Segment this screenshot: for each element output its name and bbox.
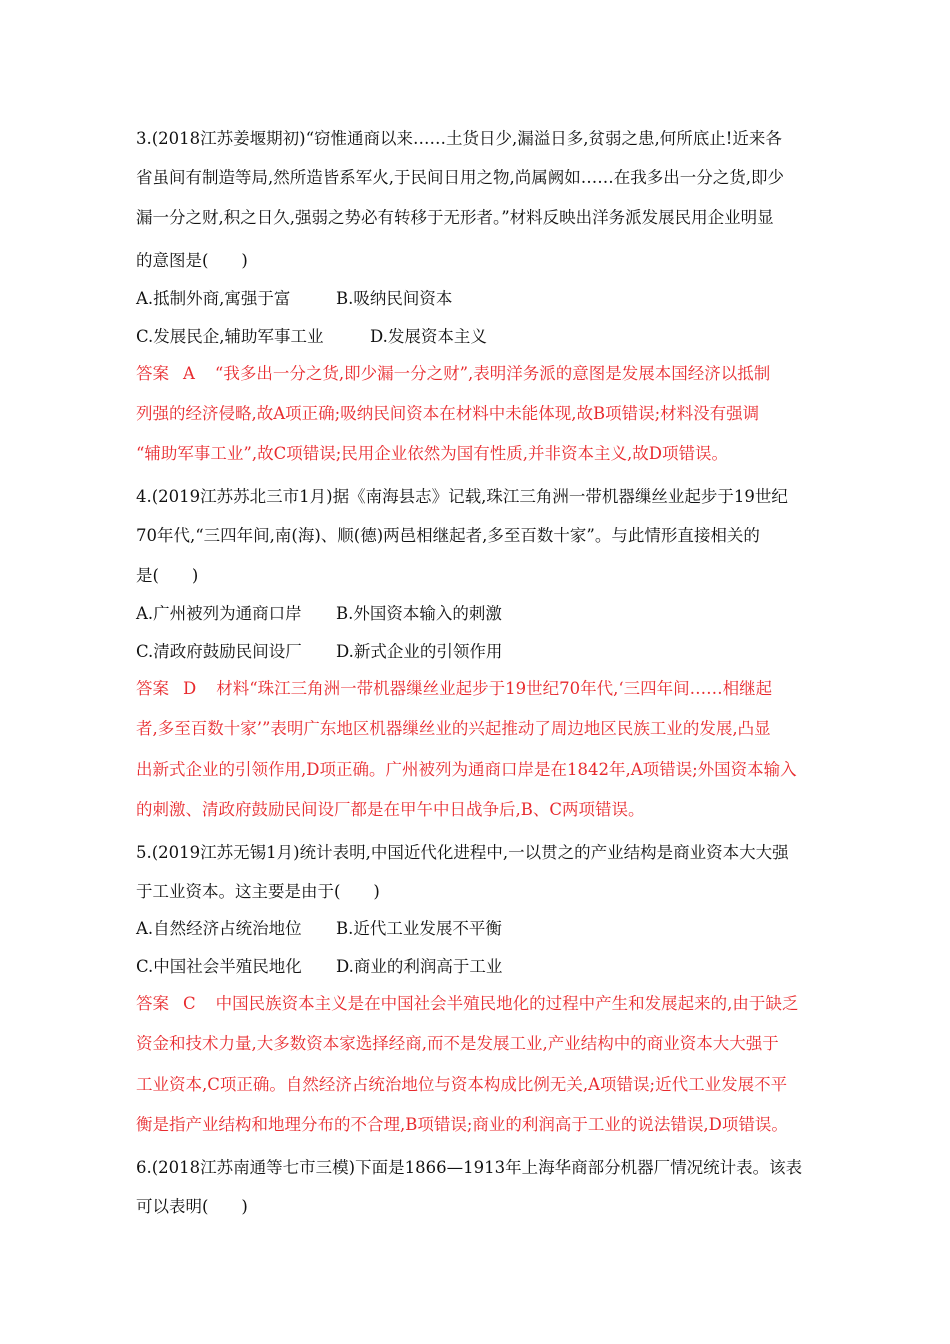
q3-option-d: D.发展资本主义 bbox=[370, 327, 487, 346]
q3-answer-text-1: “我多出一分之货,即少漏一分之财”,表明洋务派的意图是发展本国经济以抵制 bbox=[214, 364, 771, 383]
q3-stem-line-4: 的意图是( ) bbox=[136, 251, 248, 270]
q3-answer-line-2: 列强的经济侵略,故A项正确;吸纳民间资本在材料中未能体现,故B项错误;材料没有强调 bbox=[136, 404, 760, 423]
q3-options-row-1 bbox=[136, 291, 452, 308]
q5-answer-label: 答案 bbox=[136, 994, 169, 1013]
q4-option-c: C.清政府鼓励民间设厂 bbox=[136, 642, 302, 661]
q4-options-row-2 bbox=[136, 644, 502, 661]
q4-answer-text-1: 材料“珠江三角洲一带机器缫丝业起步于19世纪70年代,‘三四年间……相继起 bbox=[216, 679, 773, 698]
q5-stem-line-1: 5.(2019江苏无锡1月)统计表明,中国近代化进程中,一以贯之的产业结构是商业资本大大强 bbox=[136, 843, 789, 862]
q3-answer-line-1 bbox=[136, 366, 770, 383]
q3-option-a: A.抵制外商,寓强于富 bbox=[136, 289, 291, 308]
q5-option-d: D.商业的利润高于工业 bbox=[336, 957, 503, 976]
q3-options-row-2 bbox=[136, 329, 487, 346]
q4-option-d: D.新式企业的引领作用 bbox=[336, 642, 503, 661]
q4-answer-line-1 bbox=[136, 681, 772, 698]
q5-option-a: A.自然经济占统治地位 bbox=[136, 919, 302, 938]
q3-answer-line-3: “辅助军事工业”,故C项错误;民用企业依然为国有性质,并非资本主义,故D项错误。 bbox=[136, 444, 729, 463]
q6-stem-line-1: 6.(2018江苏南通等七市三模)下面是1866—1913年上海华商部分机器厂情况统计表。该表 bbox=[136, 1158, 803, 1177]
q4-stem-line-1: 4.(2019江苏苏北三市1月)据《南海县志》记载,珠江三角洲一带机器缫丝业起步于19世纪 bbox=[136, 487, 788, 506]
q3-option-b: B.吸纳民间资本 bbox=[336, 289, 453, 308]
q5-options-row-1 bbox=[136, 921, 502, 938]
q3-answer-label: 答案 bbox=[136, 364, 169, 383]
q5-answer-line-1 bbox=[136, 996, 798, 1013]
q4-stem-line-3: 是( ) bbox=[136, 566, 199, 585]
q3-stem-line-2: 省虽间有制造等局,然所造皆系军火,于民间日用之物,尚属阙如……在我多出一分之货,即少 bbox=[136, 168, 784, 187]
q5-answer-text-1: 中国民族资本主义是在中国社会半殖民地化的过程中产生和发展起来的,由于缺乏 bbox=[215, 994, 799, 1013]
q5-answer-letter: C bbox=[183, 994, 196, 1013]
q4-option-a: A.广州被列为通商口岸 bbox=[136, 604, 302, 623]
q5-stem-line-2: 于工业资本。这主要是由于( ) bbox=[136, 882, 380, 901]
q3-stem-line-3: 漏一分之财,积之日久,强弱之势必有转移于无形者。”材料反映出洋务派发展民用企业明显 bbox=[136, 208, 774, 227]
q5-options-row-2 bbox=[136, 959, 502, 976]
q4-option-b: B.外国资本输入的刺激 bbox=[336, 604, 502, 623]
q3-stem-line-1: 3.(2018江苏姜堰期初)“窃惟通商以来……土货日少,漏溢日多,贫弱之患,何所底止!近来各 bbox=[136, 129, 782, 148]
q6-stem-line-2: 可以表明( ) bbox=[136, 1197, 248, 1216]
q5-option-c: C.中国社会半殖民地化 bbox=[136, 957, 302, 976]
q4-stem-line-2: 70年代,“三四年间,南(海)、顺(德)两邑相继起者,多至百数十家”。与此情形直接相关的 bbox=[136, 526, 760, 545]
q4-answer-line-3: 出新式企业的引领作用,D项正确。广州被列为通商口岸是在1842年,A项错误;外国资本输入 bbox=[136, 760, 797, 779]
q5-option-b: B.近代工业发展不平衡 bbox=[336, 919, 502, 938]
q3-option-c: C.发展民企,辅助军事工业 bbox=[136, 327, 324, 346]
q4-answer-label: 答案 bbox=[136, 679, 169, 698]
q4-answer-letter: D bbox=[183, 679, 197, 698]
q5-answer-line-3: 工业资本,C项正确。自然经济占统治地位与资本构成比例无关,A项错误;近代工业发展不平 bbox=[136, 1075, 788, 1094]
q4-options-row-1 bbox=[136, 606, 502, 623]
q5-answer-line-2: 资金和技术力量,大多数资本家选择经商,而不是发展工业,产业结构中的商业资本大大强于 bbox=[136, 1034, 779, 1053]
q4-answer-line-4: 的刺激、清政府鼓励民间设厂都是在甲午中日战争后,B、C两项错误。 bbox=[136, 800, 645, 819]
q5-answer-line-4: 衡是指产业结构和地理分布的不合理,B项错误;商业的利润高于工业的说法错误,D项错误。 bbox=[136, 1115, 788, 1134]
q3-answer-letter: A bbox=[183, 364, 195, 383]
q4-answer-line-2: 者,多至百数十家’”表明广东地区机器缫丝业的兴起推动了周边地区民族工业的发展,凸显 bbox=[136, 719, 771, 738]
